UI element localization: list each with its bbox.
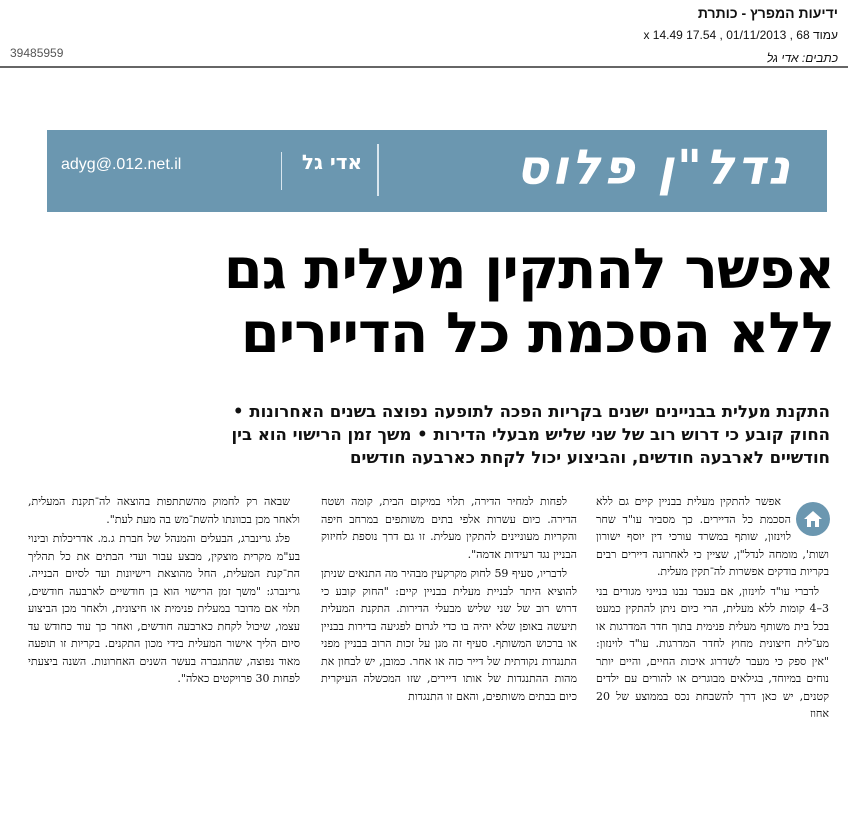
article-column-2 bbox=[321, 493, 577, 818]
paragraph: אפשר להתקין מעלית בבניין קיים גם ללא הסכמת כל הדיירים. כך מסביר עו"ד שחר לוינזון, שותף במשרד עורכי דין יוסף ישורון ושות', מומחה לנדל"ן, שציין כי לאחרונה דיירים רבים בקריות בודקים אפשרות לה־תקין מעלית. bbox=[596, 495, 829, 578]
article-subheadline bbox=[30, 400, 830, 469]
banner-author: אדי גל bbox=[301, 150, 363, 174]
paragraph: פלג גרינברג, הבעלים והמנהל של חברת ג.מ. אדריכלות ובינוי בע"מ מקרית מוצקין, מבצע עבור ועדי הבתים את כל תהליך הת־קנת המעלית, החל מהוצאת רישיונות ועד לסיום הבנייה. גרינברג: "משך זמן הרישוי הוא בן חודשיים לארבעה חודשים, תלוי אם מדובר במעלית פנימית או חיצונית, ולאחר מכן הביצוע עצמו, שיכול לקחת כארבעה חודשים, ואחר כך עוד כחודש עד סיום הליך אישור המעלית בידי מכון התקנים. בקריות זו תופעה מאוד נפוצה, שהתגברה בעשר השנים האחרונות. השנה ביצעתי לפחות 30 פרויקטים כאלה". bbox=[28, 532, 300, 685]
paragraph: שבאה רק לחמוק מהשתתפות בהוצאה לה־תקנת המעלית, ולאחר מכן בכוונתו להשת־מש בה מעת לעת". bbox=[28, 495, 300, 526]
subhead-line-1: התקנת מעלית בבניינים ישנים בקריות הפכה לתופעה נפוצה בשנים האחרונות • bbox=[233, 402, 830, 421]
document-id: 39485959 bbox=[10, 46, 64, 60]
clipping-metadata bbox=[418, 4, 838, 67]
publication-name: ידיעות המפרץ - כותרת bbox=[697, 5, 838, 21]
subhead-line-2: החוק קובע כי דרוש רוב של שני שליש מבעלי הדירות • משך זמן הרישוי הוא בין bbox=[231, 425, 830, 444]
headline-line-2: ללא הסכמת כל הדיירים bbox=[240, 301, 834, 366]
page-info: עמוד 68 , 01/11/2013 , 17.54 x 14.49 bbox=[643, 28, 838, 42]
paragraph: לדבריו, סעיף 59 לחוק מקרקעין מבהיר מה התנאים שניתן להוציא היתר לבניית מעלית בבניין קיים: "החוק קובע כי דרוש רוב של שני שליש מבעלי הדירות. התקנת המעלית תיעשה באופן שלא יהיה בו כדי לגרום לפגיעה בדירות בבניין או ברכוש המשותף. סעיף זה מגן על זכות הרוב בבניין מפני התנגדות נקודתית של דייר כזה או אחר. כמובן, יש לבחון את מהות ההתנגדות של אותו דיירים, שזו המכשלה העיקרית כיום בבתים משותפים, והאם זו התנגדות bbox=[321, 567, 577, 703]
headline-line-1: אפשר להתקין מעלית גם bbox=[223, 237, 834, 302]
banner-divider-small bbox=[281, 152, 282, 190]
paragraph: לדברי עו"ד לוינזון, אם בעבר נבנו בנייני מגורים בני 3–4 קומות ללא מעלית, הרי כיום ניתן להתקין כמעט בכל בית משותף מעלית פנימית בתוך חדר המדרגות או מע־לית חיצונית מחוץ לחדר המדרגות. עו"ד לוינזון: "אין ספק כי מעבר לשדרוג איכות החיים, והיים יותר נוחים במיוחד, בגילאים מבוגרים או להורים עם ילדים קטנים, יש כאן דרך להשבחת נכס בממוצע של 20 אחוז bbox=[596, 584, 829, 720]
subhead-line-3: חודשיים לארבעה חודשים, והביצוע יכול לקחת כארבעה חודשים bbox=[350, 448, 830, 467]
paragraph: לפחות למחיר הדירה, תלוי במיקום הבית, קומה ושטח הדירה. כיום עשרות אלפי בתים משותפים במרחב חיפה והקריות מעוניינים להתקין מעלית. זו גם דרך נוספת לחיזוק הבניין נגד רעידות אדמה". bbox=[321, 495, 577, 561]
author-email: adyg@.012.net.il bbox=[61, 156, 182, 173]
section-title: נדל"ן פלוס bbox=[516, 140, 793, 196]
author-line: כתבים: אדי גל bbox=[766, 51, 838, 65]
banner-divider bbox=[377, 144, 379, 196]
article-column-1 bbox=[596, 493, 829, 818]
article-headline bbox=[34, 238, 834, 366]
header-divider bbox=[0, 66, 848, 68]
article-column-3 bbox=[28, 493, 300, 818]
section-banner bbox=[47, 130, 827, 212]
